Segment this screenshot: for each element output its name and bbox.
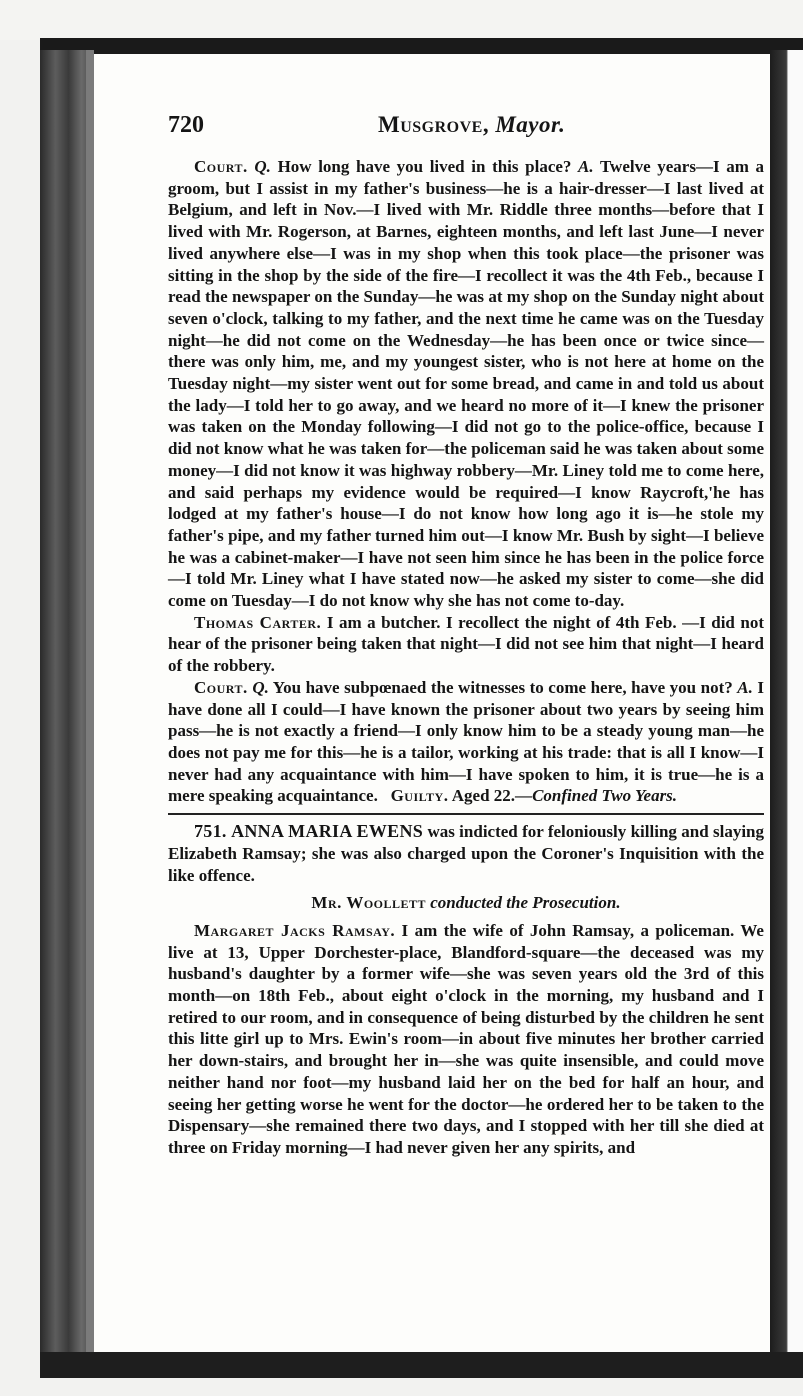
- speaker-label: Thomas Carter.: [194, 612, 322, 632]
- question-text: How long have you lived in this place?: [270, 157, 579, 176]
- answer-text: Twelve years—I am a groom, but I assist in my father's business—he is a hair-dresser—I last lived at Belgium, and left in Nov.—I lived with Mr. Riddle three months—before that I lived with Mr. Rogerson, at Barnes, eighteen months, and left last June—I never lived anywhere else—I was in my shop when this took place—the prisoner was sitting in the shop by the side of the fire—I recollect it was the 4th Feb., because I read the newspaper on the Sunday—he was at my shop on the Sunday night about seven o'clock, talking to my father, and the next time he came was on the Tuesday night—he did not come on the Wednesday—he has been once or twice since—there was only him, me, and my youngest sister, who is not here at home on the Tuesday night—my sister went out for some bread, and came in and told us about the lady—I told her to go away, and we heard no more of it—I knew the prisoner was taken on the Monday following—I did not go to the police-office, because I did not know what he was taken for—the policeman said he was taken about some money—I did not know it was highway robbery—Mr. Liney told me to come here, and said perhaps my evidence would be required—I know Raycroft,'he has lodged at my father's house—I do not know how long ago it is—he stole my father's pipe, and my father turned him out—I know Mr. Bush by sight—I believe he was a cabinet-maker—I have not seen him since he has been in the police force—I told Mr. Liney what I have stated now—he asked my sister to come—she did come on Tuesday—I do not know why she has not come to-day.: [168, 157, 765, 611]
- testimony-paragraph: [168, 677, 764, 807]
- counsel-name: Mr. Woollett: [311, 893, 427, 913]
- counsel-line: [168, 892, 764, 914]
- book-page: [94, 54, 770, 1352]
- defendant-name: ANNA MARIA EWENS: [231, 821, 424, 842]
- question-marker: Q.: [252, 677, 269, 697]
- counsel-text: conducted the Prosecution.: [426, 893, 621, 913]
- page-header: [168, 112, 758, 142]
- running-title-name: Musgrove,: [378, 112, 490, 137]
- indictment-text: was indicted for feloniously killing and slaying Elizabeth Ramsay; she was also charged upon the Coroner's Inquisition with the like offence.: [168, 822, 765, 885]
- scan-border-right: [770, 50, 803, 1360]
- testimony-paragraph: [168, 612, 764, 677]
- page-body: [168, 156, 764, 1159]
- page-number: 720: [168, 112, 204, 138]
- sentence-prefix: Aged 22.—: [448, 786, 533, 806]
- question-text: You have subpœnaed the witnesses to come here, have you not?: [268, 677, 738, 697]
- answer-marker: A.: [737, 677, 753, 697]
- speaker-label: Court.: [194, 157, 248, 176]
- witness-text: I am the wife of John Ramsay, a policeman. We live at 13, Upper Dorchester-place, Blandford-square—the deceased was my husband's daughter by a former wife—she was seven years old the 3rd of this month—on 18th Feb., about eight o'clock in the morning, my husband and I retired to our room, and in consequence of being disturbed by the children he sent this litte girl up to Mrs. Ewin's room—in about five minutes her brother carried her down-stairs, and brought her in—she was quite insensible, and could move neither hand nor foot—my husband laid her on the bed for half an hour, and seeing her getting worse he went for the doctor—he ordered her to be taken to the Dispensary—she remained there two days, and I stopped with her till she died at three on Friday morning—I had never given her any spirits, and: [168, 920, 764, 1157]
- testimony-paragraph: [168, 156, 764, 612]
- case-divider: [168, 813, 764, 815]
- question-marker: Q.: [254, 157, 271, 176]
- answer-marker: A.: [578, 157, 594, 176]
- book-binding-edge: [86, 50, 94, 1360]
- scan-border-top: [40, 38, 803, 54]
- answer-text: I have done all I could—I have known the prisoner about two years by seeing him pass—he is not exactly a friend—I only know him to be a steady young man—he does not pay me for this—he is a tailor, working at his trade: that is all I know—I never had any acquaintance with him—I have spoken to him, it is true—he is a mere speaking acquaintance.: [168, 677, 764, 806]
- testimony-paragraph: [168, 920, 764, 1159]
- running-title: [378, 112, 565, 138]
- answer-text: I am a butcher. I recollect the night of 4th Feb. —I did not hear of the prisoner being taken that night—I did not see him that night—I heard of the robbery.: [168, 612, 765, 676]
- scan-top-margin: [0, 0, 803, 40]
- sentence: Confined Two Years.: [532, 786, 678, 806]
- witness-name: Margaret Jacks Ramsay.: [194, 920, 396, 940]
- speaker-label: Court.: [194, 677, 248, 697]
- verdict: Guilty.: [390, 786, 449, 806]
- running-title-role: Mayor.: [495, 112, 566, 137]
- case-number: 751.: [194, 821, 227, 842]
- case-heading: [168, 821, 764, 886]
- scan-border-bottom: [40, 1352, 803, 1378]
- book-binding: [40, 50, 92, 1360]
